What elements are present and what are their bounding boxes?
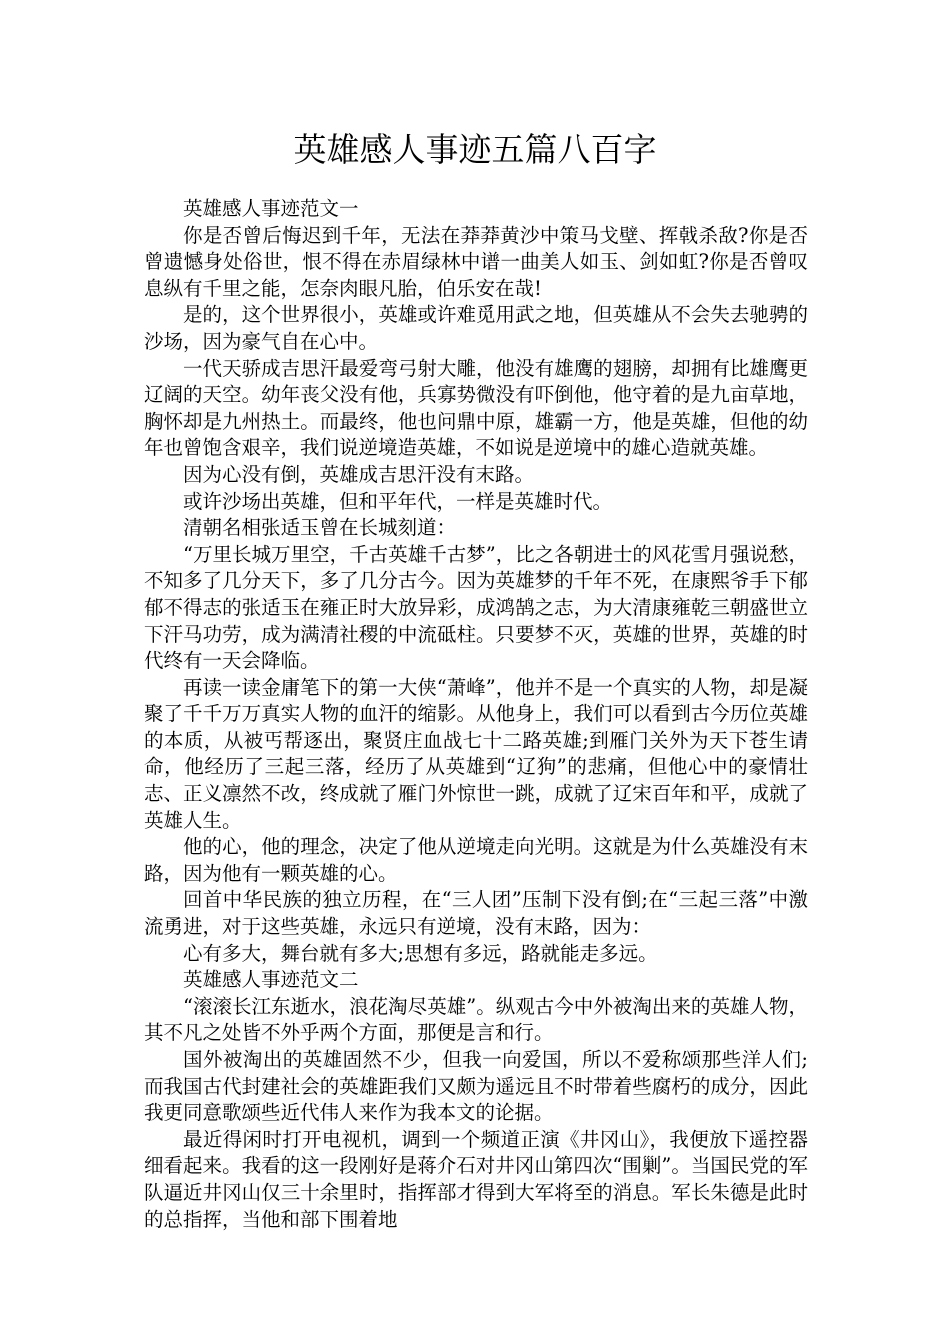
paragraph: 你是否曾后悔迟到千年，无法在莽莽黄沙中策马戈壁、挥戟杀敌?你是否曾遗憾身处俗世，恨不得在赤眉绿林中谱一曲美人如玉、剑如虹?你是否曾叹息纵有千里之能，怎奈肉眼凡胎，伯乐安在哉! [144,223,808,300]
document-body [144,196,808,1233]
paragraph: 一代天骄成吉思汗最爱弯弓射大雕，他没有雄鹰的翅膀，却拥有比雄鹰更辽阔的天空。幼年丧父没有他，兵寡势微没有吓倒他，他守着的是九亩草地，胸怀却是九州热土。而最终，他也问鼎中原，雄霸一方，他是英雄，但他的幼年也曾饱含艰辛，我们说逆境造英雄，不如说是逆境中的雄心造就英雄。 [144,356,808,460]
document-title: 英雄感人事迹五篇八百字 [293,130,657,169]
paragraph: “万里长城万里空，千古英雄千古梦”，比之各朝进士的风花雪月强说愁，不知多了几分天下，多了几分古今。因为英雄梦的千年不死，在康熙爷手下郁郁不得志的张适玉在雍正时大放异彩，成鸿鹄之志，为大清康雍乾三朝盛世立下汗马功劳，成为满清社稷的中流砥柱。只要梦不灭，英雄的世界，英雄的时代终有一天会降临。 [144,542,808,673]
paragraph: 是的，这个世界很小，英雄或许难觅用武之地，但英雄从不会失去驰骋的沙场，因为豪气自在心中。 [144,303,808,353]
paragraph: 或许沙场出英雄，但和平年代，一样是英雄时代。 [183,489,613,513]
paragraph: 他的心，他的理念，决定了他从逆境走向光明。这就是为什么英雄没有末路，因为他有一颗英雄的心。 [144,835,808,885]
paragraph: 心有多大，舞台就有多大;思想有多远，路就能走多远。 [183,941,658,965]
paragraph: 回首中华民族的独立历程，在“三人团”压制下没有倒;在“三起三落”中激流勇进，对于这些英雄，永远只有逆境，没有末路，因为： [144,888,808,939]
paragraph: 最近得闲时打开电视机，调到一个频道正演《井冈山》，我便放下遥控器细看起来。我看的这一段刚好是蒋介石对井冈山第四次“围剿”。当国民党的军队逼近井冈山仅三十余里时，指挥部才得到大军将至的消息。军长朱德是此时的总指挥，当他和部下围着地 [144,1127,808,1231]
paragraph: 因为心没有倒，英雄成吉思汗没有末路。 [183,462,535,486]
paragraph: “滚滚长江东逝水，浪花淘尽英雄”。纵观古今中外被淘出来的英雄人物，其不凡之处皆不外乎两个方面，那便是言和行。 [144,994,808,1045]
paragraph: 国外被淘出的英雄固然不少，但我一向爱国，所以不爱称颂那些洋人们;而我国古代封建社会的英雄距我们又颇为遥远且不时带着些腐朽的成分，因此我更同意歌颂些近代伟人来作为我本文的论据。 [144,1048,808,1125]
paragraph: 再读一读金庸笔下的第一大侠“萧峰”，他并不是一个真实的人物，却是凝聚了千千万万真实人物的血汗的缩影。从他身上，我们可以看到古今历位英雄的本质，从被丐帮逐出，聚贤庄血战七十二路英雄;到雁门关外为天下苍生请命，他经历了三起三落，经历了从英雄到“辽狗”的悲痛，但他心中的豪情壮志、正义凛然不改，终成就了雁门外惊世一跳，成就了辽宋百年和平，成就了英雄人生。 [144,675,808,832]
paragraph: 清朝名相张适玉曾在长城刻道： [183,516,457,540]
heading-sample-one: 英雄感人事迹范文一 [183,197,359,220]
heading-sample-two: 英雄感人事迹范文二 [183,968,359,992]
